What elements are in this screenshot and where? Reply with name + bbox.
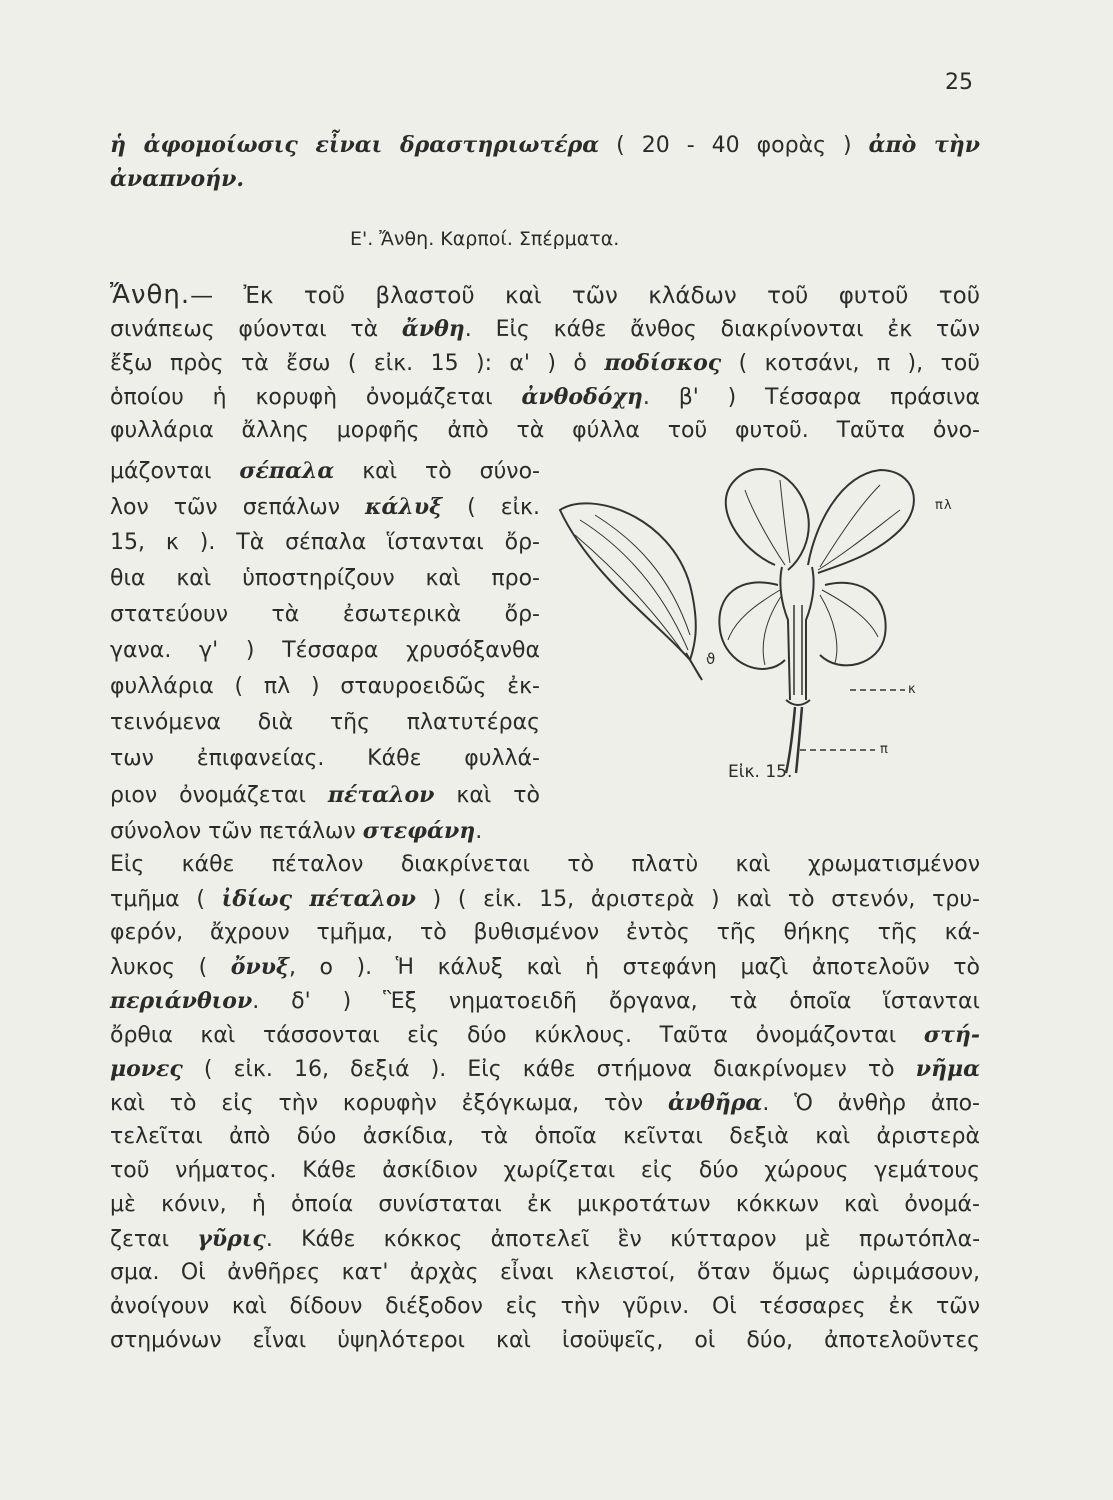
text-run: ὄρθια καὶ τάσσονται εἰς δύο κύκλους. Ταῦτα ὀνομάζονται (110, 1023, 924, 1048)
text-run: . δ' ) Ἓξ νηματοειδῆ ὄργανα, τὰ ὁποῖα ἵστανται (252, 989, 980, 1014)
text-line (110, 346, 980, 381)
petal-lower-left (719, 582, 785, 669)
text-run: ( 20 - 40 φορὰς ) (599, 133, 869, 158)
text-run: ὁποίου ἡ κορυφὴ ὀνομάζεται (110, 385, 522, 410)
text-run: καὶ τὸ (434, 783, 540, 808)
text-run: ἔξω πρὸς τὰ ἔσω ( εἰκ. 15 ): α' ) ὁ (110, 351, 605, 376)
text-line (110, 128, 980, 163)
text-line (110, 1222, 980, 1257)
italic-term: ἀνθοδόχη (521, 384, 643, 410)
text-run: καὶ τὸ σύνο- (334, 459, 540, 484)
text-line (110, 454, 540, 489)
text-line (110, 814, 540, 849)
text-run: τελεῖται ἀπὸ δύο ἀσκίδια, τὰ ὁποῖα κεῖνται δεξιὰ καὶ ἀριστερὰ (110, 1124, 980, 1149)
detached-petal (560, 503, 696, 660)
text-run: στημόνων εἶναι ὑψηλότεροι καὶ ἰσοϋψεῖς, οἱ δύο, ἀποτελοῦντες (110, 1328, 980, 1353)
text-run: σμα. Οἱ ἀνθῆρες κατ' ἀρχὰς εἶναι κλειστοί, ὅταν ὅμως ὡριμάσουν, (110, 1260, 980, 1285)
italic-term: ἄνθη (401, 316, 465, 342)
text-run: ( κοτσάνι, π ), τοῦ (721, 351, 980, 376)
italic-term: ὄνυξ (230, 954, 289, 980)
figure-label-calyx: κ (908, 682, 917, 697)
text-line (110, 670, 540, 704)
text-line (110, 1086, 980, 1121)
figure-label-stalk: π (880, 742, 889, 757)
page-number: 25 (945, 70, 973, 95)
text-run: — Ἐκ τοῦ βλαστοῦ καὶ τῶν κλάδων τοῦ φυτοῦ τοῦ (190, 283, 980, 309)
text-line (110, 1324, 980, 1358)
text-line (110, 984, 980, 1019)
text-line (110, 706, 540, 740)
text-line (110, 1256, 980, 1290)
italic-term: ἀνθῆρα (667, 1090, 763, 1116)
section-heading: Ε'. Ἄνθη. Καρποί. Σπέρματα. (350, 228, 620, 250)
italic-term: ἰδίως πέταλον (221, 886, 416, 912)
figure-label-claw: ϑ (706, 650, 717, 668)
figure-label-petals: πλ (935, 498, 953, 513)
text-run: Εἰς κάθε πέταλον διακρίνεται τὸ πλατὺ καὶ χρωματισμένον (110, 852, 980, 877)
text-line (110, 278, 980, 313)
italic-term: ἀναπνοήν. (110, 166, 245, 192)
text-line (110, 950, 980, 985)
figure-caption: Εἰκ. 15. (728, 762, 793, 782)
text-line (110, 1290, 980, 1324)
text-run: . β' ) Τέσσαρα πράσινα (642, 385, 980, 410)
text-line (110, 526, 540, 560)
italic-term: ἀπὸ τὴν (868, 132, 981, 158)
text-run: θια καὶ ὑποστηρίζουν καὶ προ- (110, 566, 540, 591)
text-run: . Εἰς κάθε ἄνθος διακρίνονται ἐκ τῶν (464, 317, 980, 342)
text-run: φυλλάρια ( πλ ) σταυροειδῶς ἐκ- (110, 674, 540, 699)
petal-upper-right (808, 470, 914, 573)
text-run: . Κάθε κόκκος ἀποτελεῖ ἓν κύτταρον μὲ πρωτόπλα- (265, 1227, 981, 1252)
text-line (110, 1018, 980, 1053)
text-run: των ἐπιφανείας. Κάθε φυλλά- (110, 746, 540, 771)
text-run: ζεται (110, 1227, 198, 1252)
text-run: μὲ κόνιν, ἡ ὁποία συνίσταται ἐκ μικροτάτων κόκκων καὶ ὀνομά- (110, 1192, 980, 1217)
text-line (110, 598, 540, 632)
text-line (110, 1120, 980, 1154)
text-line (110, 742, 540, 776)
italic-term: στή- (923, 1022, 980, 1048)
text-line (110, 634, 540, 668)
italic-term: περιάνθιον (110, 988, 253, 1014)
text-run: καὶ τὸ εἰς τὴν κορυφὴν ἐξόγκωμα, τὸν (110, 1091, 668, 1116)
text-run: μάζονται (110, 459, 240, 484)
text-run: λον τῶν σεπάλων (110, 495, 365, 520)
italic-term: μονες (110, 1056, 183, 1082)
petal-upper-left (726, 469, 809, 570)
italic-term: ἡ ἀφομοίωσις εἶναι δραστηριωτέρα (110, 132, 600, 158)
petal-lower-right (820, 583, 886, 666)
text-line (110, 1154, 980, 1188)
text-run: γανα. γ' ) Τέσσαρα χρυσόξανθα (110, 638, 540, 663)
text-line (110, 162, 980, 197)
text-run: ) ( εἰκ. 15, ἀριστερὰ ) καὶ τὸ στενόν, τρυ- (415, 887, 980, 912)
text-run: ριον ὀνομάζεται (110, 783, 328, 808)
flower-illustration (550, 455, 970, 775)
text-line (110, 562, 540, 596)
paragraph-heading: Ἄνθη. (110, 280, 191, 310)
text-run: στατεύουν τὰ ἐσωτερικὰ ὄρ- (110, 602, 540, 627)
italic-term: στεφάνη (362, 818, 476, 844)
sepal-sheath (780, 567, 813, 700)
text-line (110, 848, 980, 882)
text-line (110, 312, 980, 347)
text-line (110, 414, 980, 448)
text-run: σινάπεως φύονται τὰ (110, 317, 402, 342)
text-run: λυκος ( (110, 955, 231, 980)
text-run: φερόν, ἄχρουν τμῆμα, τὸ βυθισμένον ἐντὸς τῆς θήκης τῆς κά- (110, 920, 980, 945)
text-line (110, 1188, 980, 1222)
text-line (110, 380, 980, 415)
italic-term: ποδίσκος (604, 350, 722, 376)
text-run: ( εἰκ. (442, 495, 540, 520)
text-run: . (475, 819, 483, 844)
text-run: τμῆμα ( (110, 887, 222, 912)
text-run: ( εἰκ. 16, δεξιά ). Εἰς κάθε στήμονα διακρίνομεν τὸ (182, 1057, 916, 1082)
text-run: σύνολον τῶν πετάλων (110, 819, 363, 844)
petal-claw (686, 653, 702, 680)
text-line (110, 916, 980, 950)
italic-term: σέπαλα (239, 458, 335, 484)
text-line (110, 778, 540, 813)
text-run: φυλλάρια ἄλλης μορφῆς ἀπὸ τὰ φύλλα τοῦ φυτοῦ. Ταῦτα ὀνο- (110, 418, 980, 443)
text-run: τοῦ νήματος. Κάθε ἀσκίδιον χωρίζεται εἰς δύο χώρους γεμάτους (110, 1158, 980, 1183)
text-run: 15, κ ). Τὰ σέπαλα ἵστανται ὄρ- (110, 530, 540, 555)
italic-term: γῦρις (197, 1226, 266, 1252)
text-run: ἀνοίγουν καὶ δίδουν διέξοδον εἰς τὴν γῦριν. Οἱ τέσσαρες ἐκ τῶν (110, 1294, 980, 1319)
italic-term: κάλυξ (365, 494, 443, 520)
text-run: . Ὁ ἀνθὴρ ἀπο- (762, 1091, 980, 1116)
text-line (110, 882, 980, 917)
text-run: τεινόμενα διὰ τῆς πλατυτέρας (110, 710, 540, 735)
italic-term: πέταλον (327, 782, 435, 808)
text-line (110, 490, 540, 525)
text-run: , ο ). Ἡ κάλυξ καὶ ἡ στεφάνη μαζὶ ἀποτελοῦν τὸ (289, 955, 980, 980)
italic-term: νῆμα (915, 1056, 980, 1082)
text-line (110, 1052, 980, 1087)
